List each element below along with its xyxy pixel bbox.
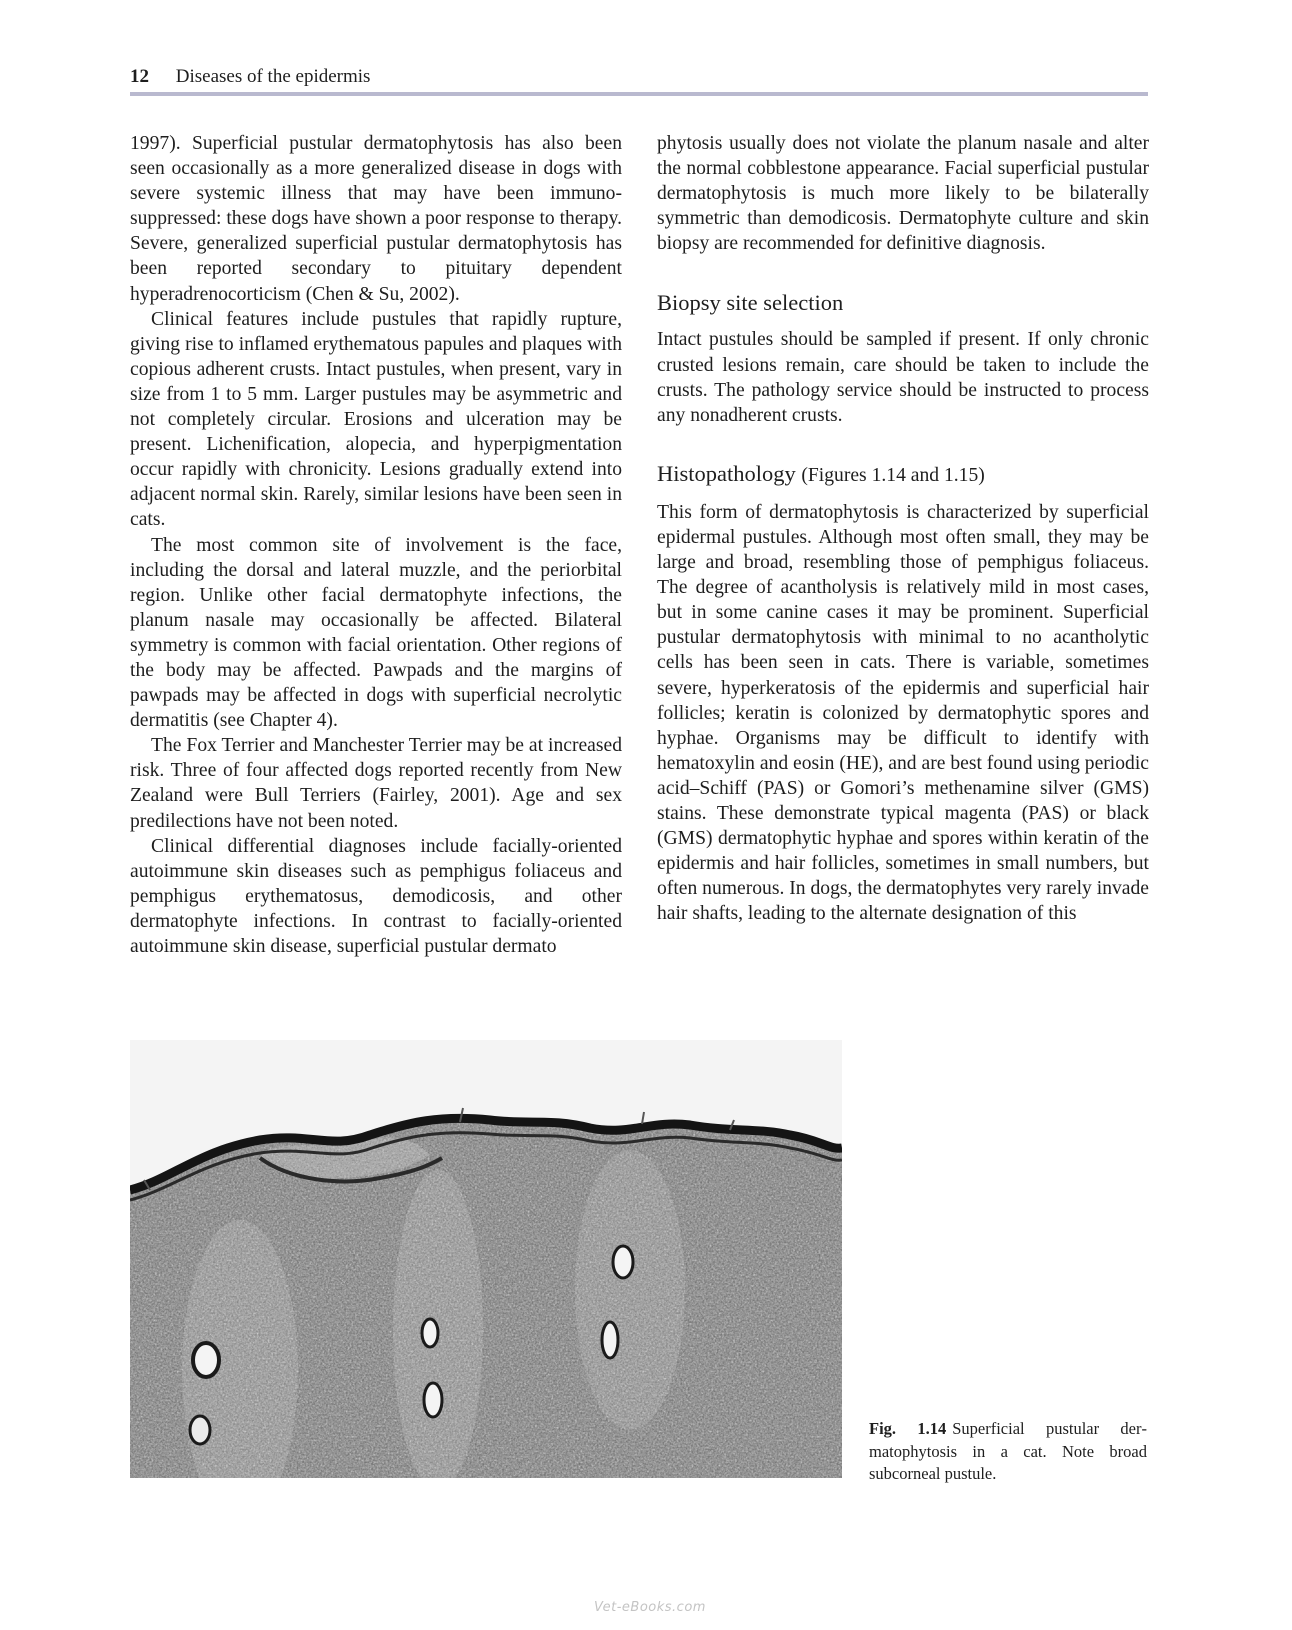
paragraph-histopathology: This form of dermatophytosis is characterized by superficial epidermal pustules. Although most often small, they may be large and broad, resembling those of pemphigus foliaceus. The degree of acantholysis is relatively mild in most cases, but in some canine cases it may be prominent. Superficial pustular dermatophytosis with minimal to no acantholytic cells has been seen in cats. There is variable, sometimes severe, hyperkeratosis of the epidermis and superficial hair follicles; keratin is colonized by dermatophytic spores and hyphae. Organisms may be difficult to identify with hematoxylin and eosin (HE), and are best found using periodic acid–Schiff (PAS) or Gomori’s methenamine silver (GMS) stains. These demonstrate typical magenta (PAS) or black (GMS) dermatophytic hyphae and spores within keratin of the epidermis and hair follicles, sometimes in small numbers, but often numerous. In dogs, the dermatophytes very rarely invade hair shafts, leading to the alternate designation of this <box>657 501 1149 925</box>
paragraph-continued: 1997). Superficial pustular dermatophytosis has also been seen occasionally as a more generalized disease in dogs with severe systemic illness that may have been immunosuppressed: these dogs have shown a poor response to therapy. Severe, generalized superficial pustular dermatophytosis has been reported secondary to pituitary dependent hyperadrenocorticism (Chen & Su, 2002). <box>130 133 622 305</box>
heading-histopathology <box>657 460 1149 490</box>
paragraph-differentials: Clinical differential diagnoses include facially-oriented autoimmune skin diseases such as pemphigus foliaceus and pemphigus erythematosus, demodicosis, and other dermatophyte infections. In contrast to facially-oriented autoimmune skin disease, superficial pustular dermato <box>130 835 622 957</box>
page-number: 12 <box>130 66 149 87</box>
paragraph-sites: The most common site of involvement is the face, including the dorsal and lateral muzzle, and the periorbital region. Unlike other facial dermatophyte infections, the planum nasale may occasionally be affected. Bilateral symmetry is common with facial orientation. Other regions of the body may be affected. Pawpads and the margins of pawpads may be affected in dogs with superficial necrolytic dermatitis (see Chapter 4). <box>130 534 622 732</box>
figure-caption <box>869 1418 1147 1486</box>
heading-histopathology-title: Histopathology <box>657 460 796 486</box>
micrograph-image <box>130 1040 842 1478</box>
figure-caption-text: Superficial pustular dermatophytosis in a cat. Note broad subcorneal pustule. <box>869 1419 1147 1483</box>
paragraph-breeds: The Fox Terrier and Manchester Terrier may be at increased risk. Three of four affected dogs reported recently from New Zealand were Bull Terriers (Fairley, 2001). Age and sex predilections have not been noted. <box>130 735 622 832</box>
paragraph-biopsy: Intact pustules should be sampled if present. If only chronic crusted lesions remain, care should be taken to include the crusts. The pathology service should be instructed to process any nonadherent crusts. <box>657 329 1149 426</box>
figure-1-14-micrograph <box>130 1040 842 1478</box>
footer-watermark: Vet-eBooks.com <box>594 1600 706 1615</box>
running-title: Diseases of the epidermis <box>175 66 371 87</box>
paragraph-clinical-features: Clinical features include pustules that rapidly rupture, giving rise to inflamed erythematous papules and plaques with copious adherent crusts. Intact pustules, when present, vary in size from 1 to 5 mm. Larger pustules may be asymmetric and not completely circular. Erosions and ulceration may be present. Lichenification, alopecia, and hyperpigmentation occur rapidly with chronicity. Lesions gradually extend into adjacent normal skin. Rarely, similar lesions have been seen in cats. <box>130 308 622 531</box>
right-column <box>657 131 1149 926</box>
running-header <box>130 64 1148 90</box>
paragraph-continued-right: phytosis usually does not violate the planum nasale and alter the normal cobblestone appearance. Facial superficial pustular dermatophytosis is much more likely to be bilaterally symmetric than demodicosis. Dermatophyte culture and skin biopsy are recommended for definitive diagnosis. <box>657 133 1149 255</box>
header-rule <box>130 92 1148 96</box>
left-column <box>130 131 622 959</box>
heading-figure-reference: (Figures 1.14 and 1.15) <box>801 464 985 486</box>
figure-label: Fig. 1.14 <box>869 1419 947 1438</box>
heading-biopsy-site-selection: Biopsy site selection <box>657 290 844 316</box>
